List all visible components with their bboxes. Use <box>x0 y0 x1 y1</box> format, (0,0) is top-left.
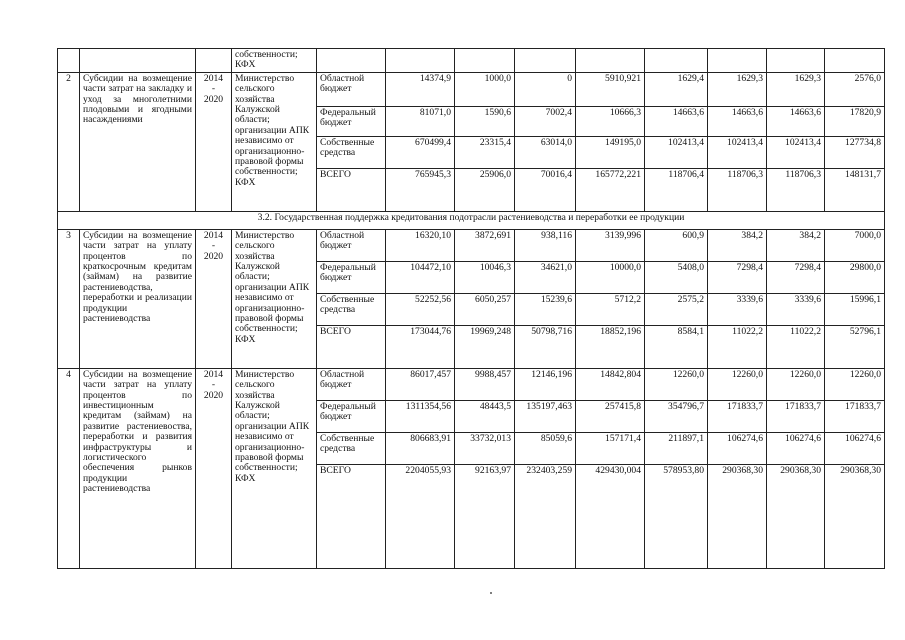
value-cell: 5910,921 <box>576 72 645 106</box>
period-cell <box>196 49 232 73</box>
funding-source: Областной бюджет <box>317 229 386 261</box>
value-cell: 10046,3 <box>455 261 515 293</box>
value-cell: 165772,221 <box>576 168 645 211</box>
value-cell: 149195,0 <box>576 136 645 168</box>
period-cell <box>196 368 232 568</box>
value-cell: 1311354,56 <box>386 400 455 432</box>
period-dash: - <box>211 83 216 95</box>
value-cell: 257415,8 <box>576 400 645 432</box>
name-cell <box>80 49 196 73</box>
num-cell <box>58 49 80 73</box>
value-cell: 102413,4 <box>767 136 825 168</box>
executor-cell: собственности; КФХ <box>232 49 317 73</box>
funding-source: Собственные средства <box>317 432 386 464</box>
value-cell: 1590,6 <box>455 106 515 136</box>
period-cell <box>196 72 232 211</box>
period-end: 2020 <box>203 250 224 262</box>
value-cell: 0 <box>515 72 576 106</box>
value-cell: 102413,4 <box>708 136 767 168</box>
value-cell: 8584,1 <box>645 325 708 368</box>
period-dash: - <box>211 240 216 252</box>
funding-source: Федеральный бюджет <box>317 106 386 136</box>
value-cell: 7298,4 <box>767 261 825 293</box>
value-cell: 19969,248 <box>455 325 515 368</box>
value-cell: 670499,4 <box>386 136 455 168</box>
table-row <box>58 368 885 400</box>
value-cell: 85059,6 <box>515 432 576 464</box>
value-cell: 106274,6 <box>708 432 767 464</box>
value-cell: 290368,30 <box>825 464 885 568</box>
measure-name: Субсидии на возмещение части затрат на закладку и уход за многолетними плодовыми и ягодными насаждениями <box>80 72 196 211</box>
funding-source: Собственные средства <box>317 293 386 325</box>
executor-cell: Министерство сельского хозяйства Калужской области; организации АПК независимо от организационно-правовой формы собственности; КФХ <box>232 229 317 368</box>
section-heading-row <box>58 211 885 229</box>
value-cell: 148131,7 <box>825 168 885 211</box>
value-cell: 33732,013 <box>455 432 515 464</box>
executor-cell: Министерство сельского хозяйства Калужской области; организации АПК независимо от организационно-правовой формы собственности; КФХ <box>232 72 317 211</box>
value-cell: 118706,3 <box>708 168 767 211</box>
value-cell: 18852,196 <box>576 325 645 368</box>
funding-source: ВСЕГО <box>317 168 386 211</box>
scan-speck <box>490 592 492 594</box>
value-cell: 118706,4 <box>645 168 708 211</box>
value-cell: 12260,0 <box>645 368 708 400</box>
value-cell: 765945,3 <box>386 168 455 211</box>
value-cell: 14663,6 <box>767 106 825 136</box>
value-cell: 3872,691 <box>455 229 515 261</box>
period-end: 2020 <box>203 389 224 401</box>
value-cell: 86017,457 <box>386 368 455 400</box>
value-cell: 354796,7 <box>645 400 708 432</box>
section-heading: 3.2. Государственная поддержка кредитования подотрасли растениеводства и переработки ее продукции <box>58 211 885 229</box>
value-cell: 106274,6 <box>825 432 885 464</box>
value-cell: 171833,7 <box>825 400 885 432</box>
value-cell: 3139,996 <box>576 229 645 261</box>
value-cell: 135197,463 <box>515 400 576 432</box>
value-cell: 578953,80 <box>645 464 708 568</box>
value-cell: 2575,2 <box>645 293 708 325</box>
value-cell: 15239,6 <box>515 293 576 325</box>
value-cell: 290368,30 <box>708 464 767 568</box>
value-cell: 384,2 <box>708 229 767 261</box>
funding-source: Областной бюджет <box>317 368 386 400</box>
value-cell: 52252,56 <box>386 293 455 325</box>
funding-source: Собственные средства <box>317 136 386 168</box>
value-cell: 14374,9 <box>386 72 455 106</box>
funding-source: Федеральный бюджет <box>317 261 386 293</box>
table-row <box>58 49 885 73</box>
value-cell: 7298,4 <box>708 261 767 293</box>
value-cell: 15996,1 <box>825 293 885 325</box>
funding-source: Федеральный бюджет <box>317 400 386 432</box>
value-cell: 10666,3 <box>576 106 645 136</box>
period-start: 2014 <box>203 368 224 380</box>
table-row <box>58 229 885 261</box>
value-cell: 127734,8 <box>825 136 885 168</box>
value-cell: 11022,2 <box>767 325 825 368</box>
value-cell: 12146,196 <box>515 368 576 400</box>
value-cell: 3339,6 <box>708 293 767 325</box>
value-cell: 232403,259 <box>515 464 576 568</box>
value-cell: 1629,3 <box>767 72 825 106</box>
value-cell: 23315,4 <box>455 136 515 168</box>
value-cell: 171833,7 <box>767 400 825 432</box>
value-cell: 429430,004 <box>576 464 645 568</box>
value-cell: 14663,6 <box>645 106 708 136</box>
value-cell: 14842,804 <box>576 368 645 400</box>
value-cell: 600,9 <box>645 229 708 261</box>
budget-table <box>57 48 885 569</box>
value-cell: 10000,0 <box>576 261 645 293</box>
value-cell: 806683,91 <box>386 432 455 464</box>
value-cell: 1629,4 <box>645 72 708 106</box>
value-cell: 7002,4 <box>515 106 576 136</box>
value-cell: 1000,0 <box>455 72 515 106</box>
value-cell: 17820,9 <box>825 106 885 136</box>
value-cell: 52796,1 <box>825 325 885 368</box>
value-cell: 173044,76 <box>386 325 455 368</box>
value-cell: 118706,3 <box>767 168 825 211</box>
measure-name: Субсидии на возмещение части затрат на уплату процентов по инвестиционным кредитам (займам) на развитие растениевоства, переработки и развития инфраструктуры и логистического обеспечения рынков продукции растениеводства <box>80 368 196 568</box>
value-cell: 50798,716 <box>515 325 576 368</box>
value-cell: 2576,0 <box>825 72 885 106</box>
value-cell: 29800,0 <box>825 261 885 293</box>
value-cell: 157171,4 <box>576 432 645 464</box>
value-cell: 25906,0 <box>455 168 515 211</box>
value-cell: 1629,3 <box>708 72 767 106</box>
value-cell: 384,2 <box>767 229 825 261</box>
executor-cell: Министерство сельского хозяйства Калужской области; организации АПК независимо от организационно-правовой формы собственности; КФХ <box>232 368 317 568</box>
funding-source: ВСЕГО <box>317 325 386 368</box>
value-cell: 81071,0 <box>386 106 455 136</box>
value-cell: 104472,10 <box>386 261 455 293</box>
value-cell: 92163,97 <box>455 464 515 568</box>
table-row <box>58 72 885 106</box>
value-cell: 3339,6 <box>767 293 825 325</box>
value-cell: 102413,4 <box>645 136 708 168</box>
value-cell: 5712,2 <box>576 293 645 325</box>
period-dash: - <box>211 379 216 391</box>
value-cell: 12260,0 <box>825 368 885 400</box>
value-cell: 12260,0 <box>767 368 825 400</box>
value-cell: 7000,0 <box>825 229 885 261</box>
value-cell: 14663,6 <box>708 106 767 136</box>
period-start: 2014 <box>203 72 224 84</box>
value-cell: 11022,2 <box>708 325 767 368</box>
row-number: 2 <box>58 72 80 211</box>
period-cell <box>196 229 232 368</box>
measure-name: Субсидии на возмещение части затрат на уплату процентов по краткосрочным кредитам (займам) на развитие растениеводства, переработки и реализации продукции растениеводства <box>80 229 196 368</box>
value-cell: 6050,257 <box>455 293 515 325</box>
value-cell: 9988,457 <box>455 368 515 400</box>
row-number: 4 <box>58 368 80 568</box>
row-number: 3 <box>58 229 80 368</box>
funding-source: ВСЕГО <box>317 464 386 568</box>
value-cell: 211897,1 <box>645 432 708 464</box>
value-cell: 48443,5 <box>455 400 515 432</box>
value-cell: 34621,0 <box>515 261 576 293</box>
value-cell: 16320,10 <box>386 229 455 261</box>
value-cell: 171833,7 <box>708 400 767 432</box>
value-cell: 70016,4 <box>515 168 576 211</box>
period-start: 2014 <box>203 229 224 241</box>
value-cell: 12260,0 <box>708 368 767 400</box>
value-cell: 938,116 <box>515 229 576 261</box>
value-cell: 106274,6 <box>767 432 825 464</box>
funding-source: Областной бюджет <box>317 72 386 106</box>
value-cell: 63014,0 <box>515 136 576 168</box>
period-end: 2020 <box>203 93 224 105</box>
value-cell: 2204055,93 <box>386 464 455 568</box>
value-cell: 5408,0 <box>645 261 708 293</box>
value-cell: 290368,30 <box>767 464 825 568</box>
